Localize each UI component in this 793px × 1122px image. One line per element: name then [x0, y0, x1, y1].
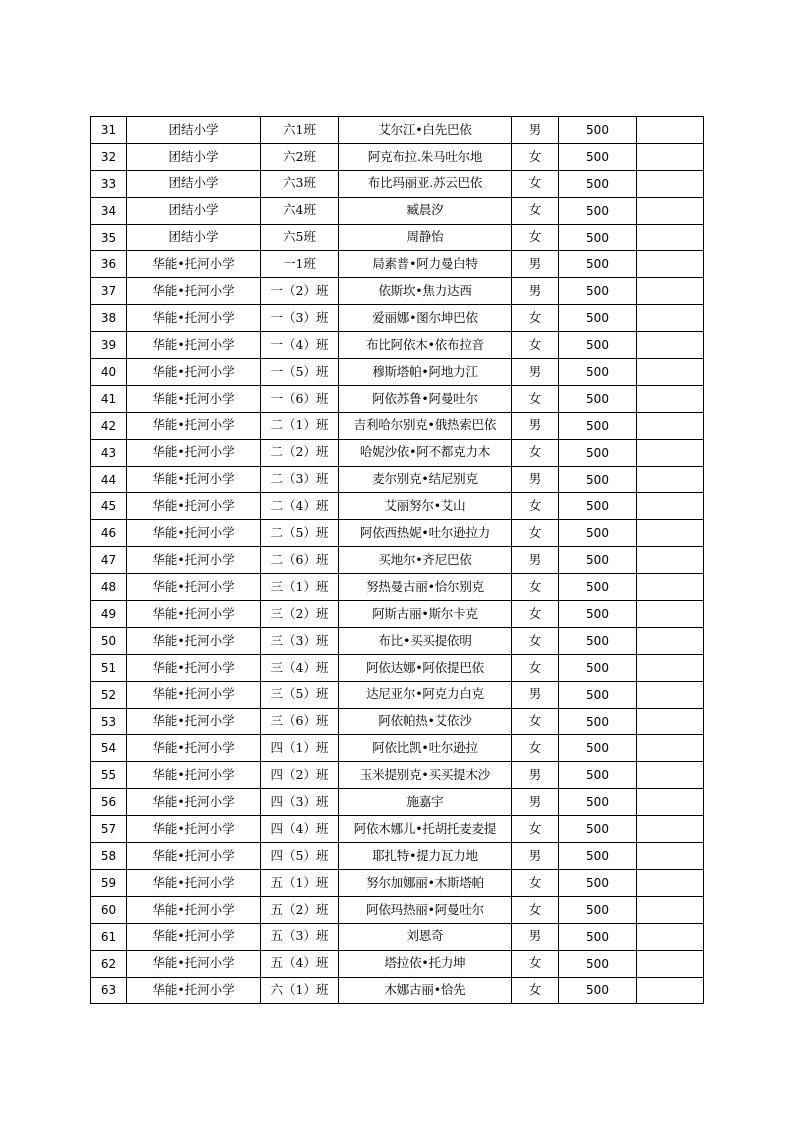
- amount-cell: 500: [559, 708, 637, 735]
- row-number-cell: 37: [91, 278, 127, 305]
- gender-cell: 男: [512, 251, 559, 278]
- student-name-cell: 臧晨汐: [339, 197, 512, 224]
- gender-cell: 女: [512, 654, 559, 681]
- amount-cell: 500: [559, 923, 637, 950]
- row-number-cell: 44: [91, 466, 127, 493]
- school-cell: 华能•托河小学: [127, 627, 261, 654]
- gender-cell: 女: [512, 224, 559, 251]
- table-row: [91, 117, 704, 144]
- gender-cell: 女: [512, 896, 559, 923]
- school-cell: 华能•托河小学: [127, 520, 261, 547]
- row-number-cell: 49: [91, 601, 127, 628]
- table-row: [91, 224, 704, 251]
- student-name-cell: 达尼亚尔•阿克力白克: [339, 681, 512, 708]
- gender-cell: 男: [512, 762, 559, 789]
- amount-cell: 500: [559, 574, 637, 601]
- gender-cell: 女: [512, 170, 559, 197]
- table-row: [91, 762, 704, 789]
- note-cell: [637, 574, 704, 601]
- school-cell: 华能•托河小学: [127, 708, 261, 735]
- school-cell: 华能•托河小学: [127, 843, 261, 870]
- school-cell: 华能•托河小学: [127, 439, 261, 466]
- school-cell: 团结小学: [127, 143, 261, 170]
- row-number-cell: 57: [91, 816, 127, 843]
- class-cell: 四（3）班: [261, 789, 339, 816]
- row-number-cell: 51: [91, 654, 127, 681]
- amount-cell: 500: [559, 735, 637, 762]
- class-cell: 一（5）班: [261, 359, 339, 386]
- table-row: [91, 466, 704, 493]
- amount-cell: 500: [559, 117, 637, 144]
- student-name-cell: 布比玛丽亚.苏云巴依: [339, 170, 512, 197]
- gender-cell: 女: [512, 708, 559, 735]
- school-cell: 华能•托河小学: [127, 251, 261, 278]
- gender-cell: 女: [512, 950, 559, 977]
- row-number-cell: 54: [91, 735, 127, 762]
- gender-cell: 女: [512, 816, 559, 843]
- table-row: [91, 843, 704, 870]
- amount-cell: 500: [559, 869, 637, 896]
- school-cell: 华能•托河小学: [127, 547, 261, 574]
- gender-cell: 女: [512, 869, 559, 896]
- amount-cell: 500: [559, 143, 637, 170]
- table-row: [91, 493, 704, 520]
- table-row: [91, 654, 704, 681]
- row-number-cell: 62: [91, 950, 127, 977]
- amount-cell: 500: [559, 493, 637, 520]
- school-cell: 华能•托河小学: [127, 789, 261, 816]
- amount-cell: 500: [559, 520, 637, 547]
- class-cell: 六（1）班: [261, 977, 339, 1004]
- amount-cell: 500: [559, 251, 637, 278]
- school-cell: 华能•托河小学: [127, 412, 261, 439]
- school-cell: 华能•托河小学: [127, 305, 261, 332]
- student-name-cell: 阿依苏鲁•阿曼吐尔: [339, 385, 512, 412]
- amount-cell: 500: [559, 977, 637, 1004]
- class-cell: 四（5）班: [261, 843, 339, 870]
- note-cell: [637, 224, 704, 251]
- row-number-cell: 52: [91, 681, 127, 708]
- school-cell: 华能•托河小学: [127, 574, 261, 601]
- student-name-cell: 阿斯古丽•斯尔卡克: [339, 601, 512, 628]
- student-name-cell: 艾丽努尔•艾山: [339, 493, 512, 520]
- amount-cell: 500: [559, 305, 637, 332]
- student-name-cell: 买地尔•齐尼巴依: [339, 547, 512, 574]
- row-number-cell: 31: [91, 117, 127, 144]
- class-cell: 四（4）班: [261, 816, 339, 843]
- row-number-cell: 35: [91, 224, 127, 251]
- class-cell: 六3班: [261, 170, 339, 197]
- note-cell: [637, 143, 704, 170]
- class-cell: 三（5）班: [261, 681, 339, 708]
- student-name-cell: 耶扎特•提力瓦力地: [339, 843, 512, 870]
- amount-cell: 500: [559, 762, 637, 789]
- row-number-cell: 34: [91, 197, 127, 224]
- class-cell: 二（4）班: [261, 493, 339, 520]
- gender-cell: 男: [512, 923, 559, 950]
- table-row: [91, 278, 704, 305]
- gender-cell: 男: [512, 117, 559, 144]
- gender-cell: 男: [512, 466, 559, 493]
- gender-cell: 男: [512, 843, 559, 870]
- note-cell: [637, 439, 704, 466]
- row-number-cell: 56: [91, 789, 127, 816]
- class-cell: 二（5）班: [261, 520, 339, 547]
- note-cell: [637, 762, 704, 789]
- school-cell: 华能•托河小学: [127, 385, 261, 412]
- class-cell: 四（2）班: [261, 762, 339, 789]
- amount-cell: 500: [559, 601, 637, 628]
- table-row: [91, 627, 704, 654]
- row-number-cell: 38: [91, 305, 127, 332]
- amount-cell: 500: [559, 224, 637, 251]
- student-name-cell: 布比•买买提依明: [339, 627, 512, 654]
- gender-cell: 女: [512, 197, 559, 224]
- note-cell: [637, 950, 704, 977]
- student-name-cell: 局素普•阿力曼白特: [339, 251, 512, 278]
- amount-cell: 500: [559, 197, 637, 224]
- row-number-cell: 42: [91, 412, 127, 439]
- table-row: [91, 547, 704, 574]
- gender-cell: 女: [512, 627, 559, 654]
- table-row: [91, 574, 704, 601]
- student-name-cell: 刘恩奇: [339, 923, 512, 950]
- table-row: [91, 869, 704, 896]
- note-cell: [637, 708, 704, 735]
- table-row: [91, 896, 704, 923]
- student-name-cell: 努热曼古丽•恰尔别克: [339, 574, 512, 601]
- amount-cell: 500: [559, 412, 637, 439]
- gender-cell: 女: [512, 305, 559, 332]
- row-number-cell: 43: [91, 439, 127, 466]
- note-cell: [637, 493, 704, 520]
- row-number-cell: 45: [91, 493, 127, 520]
- table-row: [91, 143, 704, 170]
- amount-cell: 500: [559, 627, 637, 654]
- school-cell: 华能•托河小学: [127, 466, 261, 493]
- table-row: [91, 412, 704, 439]
- class-cell: 二（2）班: [261, 439, 339, 466]
- gender-cell: 女: [512, 520, 559, 547]
- table-row: [91, 735, 704, 762]
- row-number-cell: 36: [91, 251, 127, 278]
- student-name-cell: 艾尔江•白先巴依: [339, 117, 512, 144]
- note-cell: [637, 654, 704, 681]
- school-cell: 华能•托河小学: [127, 359, 261, 386]
- amount-cell: 500: [559, 278, 637, 305]
- student-name-cell: 阿克布拉.朱马吐尔地: [339, 143, 512, 170]
- gender-cell: 男: [512, 412, 559, 439]
- table-row: [91, 816, 704, 843]
- student-name-cell: 木娜古丽•恰先: [339, 977, 512, 1004]
- class-cell: 三（3）班: [261, 627, 339, 654]
- class-cell: 五（4）班: [261, 950, 339, 977]
- class-cell: 一（6）班: [261, 385, 339, 412]
- school-cell: 华能•托河小学: [127, 278, 261, 305]
- gender-cell: 男: [512, 789, 559, 816]
- class-cell: 六4班: [261, 197, 339, 224]
- table-row: [91, 520, 704, 547]
- amount-cell: 500: [559, 843, 637, 870]
- student-name-cell: 阿依木娜儿•托胡托麦麦提: [339, 816, 512, 843]
- table-row: [91, 359, 704, 386]
- note-cell: [637, 278, 704, 305]
- class-cell: 三（1）班: [261, 574, 339, 601]
- note-cell: [637, 251, 704, 278]
- class-cell: 三（2）班: [261, 601, 339, 628]
- amount-cell: 500: [559, 896, 637, 923]
- amount-cell: 500: [559, 816, 637, 843]
- student-name-cell: 阿依帕热•艾依沙: [339, 708, 512, 735]
- class-cell: 四（1）班: [261, 735, 339, 762]
- class-cell: 一（3）班: [261, 305, 339, 332]
- row-number-cell: 61: [91, 923, 127, 950]
- table-row: [91, 170, 704, 197]
- gender-cell: 女: [512, 439, 559, 466]
- student-table: [90, 116, 704, 1004]
- table-body: [91, 117, 704, 1004]
- row-number-cell: 40: [91, 359, 127, 386]
- class-cell: 二（3）班: [261, 466, 339, 493]
- note-cell: [637, 385, 704, 412]
- gender-cell: 男: [512, 681, 559, 708]
- note-cell: [637, 466, 704, 493]
- school-cell: 华能•托河小学: [127, 654, 261, 681]
- school-cell: 华能•托河小学: [127, 332, 261, 359]
- table-row: [91, 923, 704, 950]
- student-name-cell: 布比阿依木•依布拉音: [339, 332, 512, 359]
- student-name-cell: 爱丽娜•图尔坤巴依: [339, 305, 512, 332]
- school-cell: 华能•托河小学: [127, 601, 261, 628]
- student-name-cell: 麦尔别克•结尼别克: [339, 466, 512, 493]
- student-name-cell: 玉米提别克•买买提木沙: [339, 762, 512, 789]
- row-number-cell: 53: [91, 708, 127, 735]
- gender-cell: 男: [512, 278, 559, 305]
- amount-cell: 500: [559, 359, 637, 386]
- school-cell: 华能•托河小学: [127, 896, 261, 923]
- amount-cell: 500: [559, 681, 637, 708]
- note-cell: [637, 896, 704, 923]
- amount-cell: 500: [559, 950, 637, 977]
- student-name-cell: 依斯坎•焦力达西: [339, 278, 512, 305]
- note-cell: [637, 305, 704, 332]
- note-cell: [637, 789, 704, 816]
- gender-cell: 女: [512, 493, 559, 520]
- row-number-cell: 50: [91, 627, 127, 654]
- table-row: [91, 332, 704, 359]
- school-cell: 团结小学: [127, 197, 261, 224]
- student-name-cell: 阿依比凯•吐尔逊拉: [339, 735, 512, 762]
- class-cell: 一1班: [261, 251, 339, 278]
- note-cell: [637, 923, 704, 950]
- gender-cell: 女: [512, 735, 559, 762]
- class-cell: 五（3）班: [261, 923, 339, 950]
- row-number-cell: 60: [91, 896, 127, 923]
- row-number-cell: 39: [91, 332, 127, 359]
- student-name-cell: 周静怡: [339, 224, 512, 251]
- school-cell: 团结小学: [127, 117, 261, 144]
- gender-cell: 女: [512, 143, 559, 170]
- school-cell: 华能•托河小学: [127, 735, 261, 762]
- note-cell: [637, 681, 704, 708]
- class-cell: 五（1）班: [261, 869, 339, 896]
- gender-cell: 女: [512, 385, 559, 412]
- class-cell: 二（1）班: [261, 412, 339, 439]
- school-cell: 华能•托河小学: [127, 493, 261, 520]
- row-number-cell: 48: [91, 574, 127, 601]
- row-number-cell: 41: [91, 385, 127, 412]
- school-cell: 华能•托河小学: [127, 681, 261, 708]
- amount-cell: 500: [559, 789, 637, 816]
- table-row: [91, 251, 704, 278]
- table-row: [91, 708, 704, 735]
- row-number-cell: 32: [91, 143, 127, 170]
- amount-cell: 500: [559, 385, 637, 412]
- note-cell: [637, 977, 704, 1004]
- note-cell: [637, 735, 704, 762]
- table-row: [91, 977, 704, 1004]
- amount-cell: 500: [559, 654, 637, 681]
- table-row: [91, 789, 704, 816]
- class-cell: 三（4）班: [261, 654, 339, 681]
- class-cell: 一（4）班: [261, 332, 339, 359]
- table-row: [91, 950, 704, 977]
- school-cell: 华能•托河小学: [127, 950, 261, 977]
- student-name-cell: 哈妮沙依•阿不都克力木: [339, 439, 512, 466]
- note-cell: [637, 843, 704, 870]
- note-cell: [637, 170, 704, 197]
- gender-cell: 女: [512, 977, 559, 1004]
- note-cell: [637, 547, 704, 574]
- school-cell: 华能•托河小学: [127, 977, 261, 1004]
- amount-cell: 500: [559, 332, 637, 359]
- student-name-cell: 吉利哈尔别克•俄热索巴依: [339, 412, 512, 439]
- note-cell: [637, 601, 704, 628]
- note-cell: [637, 359, 704, 386]
- note-cell: [637, 816, 704, 843]
- school-cell: 华能•托河小学: [127, 762, 261, 789]
- note-cell: [637, 412, 704, 439]
- amount-cell: 500: [559, 439, 637, 466]
- row-number-cell: 63: [91, 977, 127, 1004]
- school-cell: 华能•托河小学: [127, 923, 261, 950]
- student-name-cell: 施嘉宇: [339, 789, 512, 816]
- student-name-cell: 阿依达娜•阿依提巴依: [339, 654, 512, 681]
- row-number-cell: 46: [91, 520, 127, 547]
- school-cell: 团结小学: [127, 224, 261, 251]
- row-number-cell: 47: [91, 547, 127, 574]
- table-row: [91, 601, 704, 628]
- table-row: [91, 439, 704, 466]
- amount-cell: 500: [559, 466, 637, 493]
- table-row: [91, 385, 704, 412]
- note-cell: [637, 627, 704, 654]
- gender-cell: 男: [512, 547, 559, 574]
- class-cell: 二（6）班: [261, 547, 339, 574]
- student-name-cell: 阿依玛热丽•阿曼吐尔: [339, 896, 512, 923]
- amount-cell: 500: [559, 170, 637, 197]
- table-row: [91, 681, 704, 708]
- note-cell: [637, 197, 704, 224]
- class-cell: 六5班: [261, 224, 339, 251]
- student-name-cell: 努尔加娜丽•木斯塔帕: [339, 869, 512, 896]
- row-number-cell: 59: [91, 869, 127, 896]
- class-cell: 三（6）班: [261, 708, 339, 735]
- row-number-cell: 33: [91, 170, 127, 197]
- class-cell: 一（2）班: [261, 278, 339, 305]
- gender-cell: 女: [512, 574, 559, 601]
- row-number-cell: 58: [91, 843, 127, 870]
- gender-cell: 女: [512, 332, 559, 359]
- class-cell: 六2班: [261, 143, 339, 170]
- note-cell: [637, 117, 704, 144]
- amount-cell: 500: [559, 547, 637, 574]
- school-cell: 华能•托河小学: [127, 816, 261, 843]
- note-cell: [637, 332, 704, 359]
- class-cell: 六1班: [261, 117, 339, 144]
- note-cell: [637, 869, 704, 896]
- class-cell: 五（2）班: [261, 896, 339, 923]
- student-name-cell: 穆斯塔帕•阿地力江: [339, 359, 512, 386]
- table-row: [91, 197, 704, 224]
- gender-cell: 女: [512, 601, 559, 628]
- student-name-cell: 阿依西热妮•吐尔逊拉力: [339, 520, 512, 547]
- note-cell: [637, 520, 704, 547]
- school-cell: 华能•托河小学: [127, 869, 261, 896]
- row-number-cell: 55: [91, 762, 127, 789]
- school-cell: 团结小学: [127, 170, 261, 197]
- table-row: [91, 305, 704, 332]
- student-name-cell: 塔拉依•托力坤: [339, 950, 512, 977]
- gender-cell: 男: [512, 359, 559, 386]
